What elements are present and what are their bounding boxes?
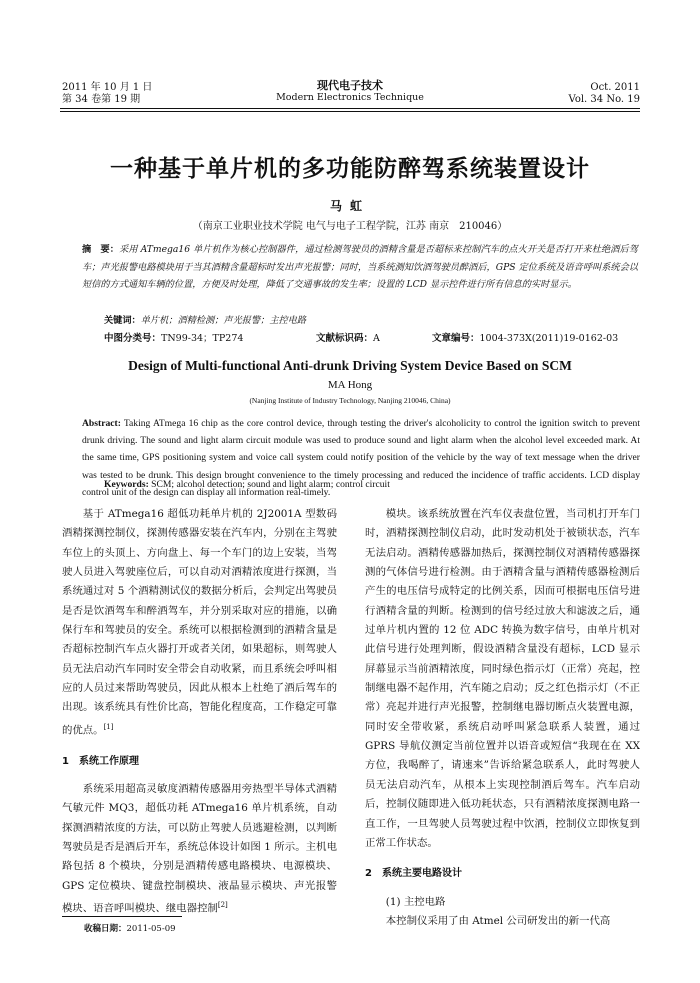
principle-text: 系统采用超高灵敏度酒精传感器用旁热型半导体式酒精气敏元件 MQ3，超低功耗 ATmega16 单片机系统，自动探测酒精浓度的方法，可以防止驾驶人员逃避检测，以判断驾驶员是否是酒后开车，系统总体设计如图 1 所示。主机电路包括 8 个模块，分别是酒精传感电路模块、电源模块、GPS 定位模块、键盘控制模块、液晶显示模块、声光报警模块、语音呼叫模块、继电器控制 <box>62 782 337 915</box>
abstract-en-text: Taking ATmega 16 chip as the core control device, through testing the driver's alcoholicity to control the ignition switch to prevent drunk driving. The sound and light alarm circuit module was used to produce sound and light alarm when the alcohol level exceeded mark. At the same time, GPS positioning system and voice call system could notify position of the vehicle by the way of text message when the driver was tested to be drunk. This design brought convenience to the timely processing and reduced the incidence of traffic accidents. LCD display control unit of the design can display all information real-timely. <box>82 418 640 498</box>
body-paragraph: 模块。该系统放置在汽车仪表盘位置，当司机打开车门时，酒精探测控制仪启动，此时发动机处于被锁状态，汽车无法启动。酒精传感器加热后，探测控制仪对酒精传感器探测的气体信号进行检测。由于酒精含量与酒精传感器检测后产生的电压信号成特定的比例关系，因而可根据电压信号进行酒精含量的判断。检测到的信号经过放大和滤波之后，通过单片机内置的 12 位 ADC 转换为数字信号，由单片机对此信号进行处理判断，假设酒精含量没有超标，LCD 显示屏幕显示当前酒精浓度，同时绿色指示灯（正常）亮起，控制继电器不起作用，汽车随之启动；反之红色指示灯（不正常）亮起并进行声光报警，控制继电器切断点火装置电源，同时安全带收紧，系统启动呼叫紧急联系人装置，通过 GPRS 导航仪测定当前位置并以语音或短信“我现在在 XX 方位，我喝醉了，请速来”告诉给紧急联系人，此时驾驶人员无法启动汽车，从根本上实现控制酒后驾车。汽车启动后，控制仪随即进入低功耗状态，只有酒精浓度探测电路一直工作，一旦驾驶人员驾驶过程中饮酒，控制仪立即恢复到正常工作状态。 <box>365 508 640 849</box>
body-column-left <box>62 505 337 919</box>
article-number <box>432 330 618 344</box>
keywords-en-text: SCM; alcohol detection; sound and light alarm; control circuit <box>148 479 390 490</box>
abstract-cn-text: 采用 ATmega16 单片机作为核心控制器件，通过检测驾驶员的酒精含量是否超标来控制汽车的点火开关是否打开来杜绝酒后驾车；声光报警电路模块用于当其酒精含量超标时发出声光报警；同时，当系统测知饮酒驾驶员醉酒后，GPS 定位系统及语音呼叫系统会以短信的方式通知车辆的位置，方便及时处理，降低了交通事故的发生率；设置的 LCD 显示控件进行所有信息的实时显示。 <box>82 244 638 291</box>
section-heading: 2 系统主要电路设计 <box>365 868 462 880</box>
paper-title-en: Design of Multi-functional Anti-drunk Driving System Device Based on SCM <box>128 358 572 373</box>
footnote-rule <box>62 916 182 917</box>
footnote-received <box>84 922 176 934</box>
keywords-cn-text: 单片机；酒精检测；声光报警；主控电路 <box>140 315 307 326</box>
keywords-en-label: Keywords: <box>104 479 149 490</box>
keywords-cn <box>104 312 306 326</box>
header-issue <box>569 82 640 106</box>
author-cn: 马虹 <box>329 199 370 213</box>
subsection-heading: (1) 主控电路 <box>385 895 446 908</box>
keywords-cn-label: 关键词： <box>104 315 141 326</box>
body-paragraph <box>62 780 337 919</box>
affiliation-en: (Nanjing Institute of Industry Technology, Nanjing 210046, China) <box>249 396 451 405</box>
paper-title-cn: 一种基于单片机的多功能防醉驾系统装置设计 <box>110 156 590 182</box>
clc-value: TN99-34；TP274 <box>161 333 244 344</box>
body-paragraph: 本控制仪采用了由 Atmel 公司研发出的新一代高 <box>385 914 611 927</box>
journal-name-en: Modern Electronics Technique <box>276 92 424 103</box>
author-en: MA Hong <box>327 379 373 391</box>
citation: [2] <box>217 901 228 909</box>
doc-code <box>316 330 380 344</box>
header-month: Oct. 2011 <box>590 82 640 93</box>
article-label: 文章编号： <box>432 333 480 344</box>
footnote-label: 收稿日期： <box>84 924 127 934</box>
header-rule <box>60 108 640 109</box>
affiliation-cn: （南京工业职业技术学院 电气与电子工程学院，江苏 南京 210046） <box>192 221 508 232</box>
keywords-en <box>104 479 390 490</box>
body-column-right <box>365 505 640 931</box>
header-rule-thin <box>60 111 640 112</box>
header-vol-no: Vol. 34 No. 19 <box>568 94 640 105</box>
footnote-date: 2011-05-09 <box>126 924 176 934</box>
section-heading: 1 系统工作原理 <box>62 755 139 767</box>
doc-value: A <box>373 333 380 344</box>
clc-number <box>104 330 243 344</box>
body-paragraph <box>62 505 337 741</box>
doc-label: 文献标识码： <box>316 333 374 344</box>
header-volume: 第 34 卷第 19 期 <box>62 94 141 105</box>
abstract-cn <box>82 241 638 294</box>
journal-name-cn: 现代电子技术 <box>317 79 383 92</box>
abstract-cn-label: 摘 要： <box>82 244 120 255</box>
header-date: 2011 年 10 月 1 日 <box>62 82 153 93</box>
clc-label: 中图分类号： <box>104 333 162 344</box>
intro-text: 基于 ATmega16 超低功耗单片机的 2J2001A 型数码酒精探测控制仪，探测传感器安装在汽车内，分别在主驾驶车位上的头顶上、方向盘上、每一个车门的边上安装，当驾驶人员进入驾驶座位后，可以自动对酒精浓度进行探测，当系统通过对 5 个酒精测试仪的数据分析后，会判定出驾驶员是否是饮酒驾车和醉酒驾车，并分别采取对应的措施，以确保行车和驾驶员的安全。系统可以根据检测到的酒精含量是否超标控制汽车点火器打开或者关闭，如果超标，则驾驶人员无法启动汽车同时安全带会自动收紧，而且系统会呼叫相应的人员过来帮助驾驶员，因此从根本上杜绝了酒后驾车的出现。该系统具有性价比高，智能化程度高，工作稳定可靠的优点。 <box>62 508 337 737</box>
citation: [1] <box>103 722 114 731</box>
abstract-en-label: Abstract: <box>82 418 121 429</box>
article-value: 1004-373X(2011)19-0162-03 <box>479 333 619 344</box>
